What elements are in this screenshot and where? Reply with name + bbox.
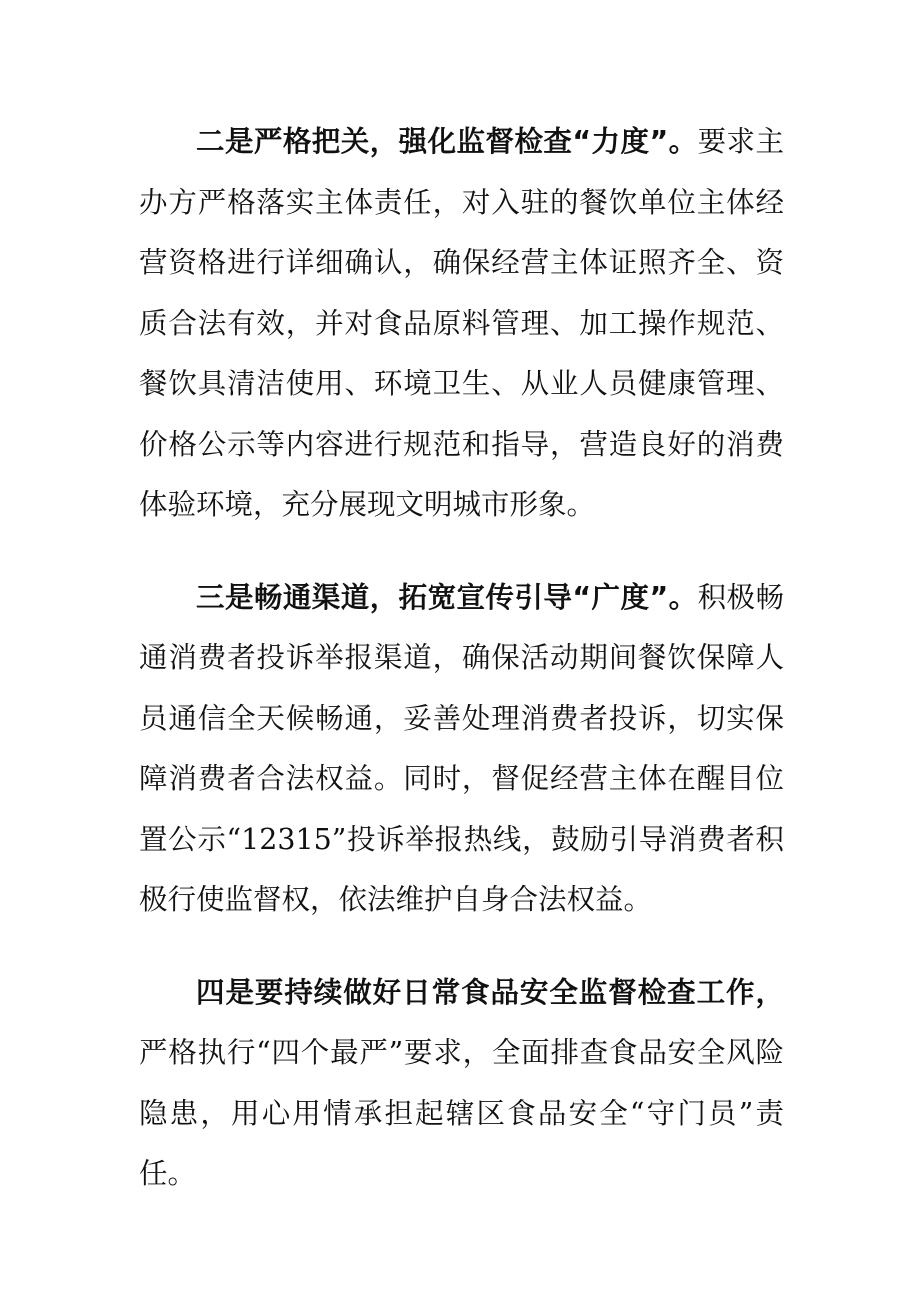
paragraph-open-channels: [139, 568, 784, 931]
paragraph-body: 严格执行“四个最严”要求，全面排查食品安全风险隐患，用心用情承担起辖区食品安全“守门员”责任。: [139, 1036, 784, 1190]
paragraph-body: 积极畅通消费者投诉举报渠道，确保活动期间餐饮保障人员通信全天候畅通，妥善处理消费者投诉，切实保障消费者合法权益。同时，督促经营主体在醒目位置公示“12315”投诉举报热线，鼓励引导消费者积极行使监督权，依法维护自身合法权益。: [139, 580, 784, 916]
paragraph-strict-control: [139, 112, 784, 536]
paragraph-daily-inspection: [139, 963, 784, 1205]
paragraph-lead: 二是严格把关，强化监督检查“力度”。: [196, 125, 698, 158]
paragraph-body: 要求主办方严格落实主体责任，对入驻的餐饮单位主体经营资格进行详细确认，确保经营主体证照齐全、资质合法有效，并对食品原料管理、加工操作规范、餐饮具清洁使用、环境卫生、从业人员健康管理、价格公示等内容进行规范和指导，营造良好的消费体验环境，充分展现文明城市形象。: [139, 125, 784, 521]
paragraph-lead: 四是要持续做好日常食品安全监督检查工作，: [196, 975, 784, 1009]
paragraph-lead: 三是畅通渠道，拓宽宣传引导“广度”。: [196, 580, 698, 614]
document-page: [139, 112, 784, 1205]
